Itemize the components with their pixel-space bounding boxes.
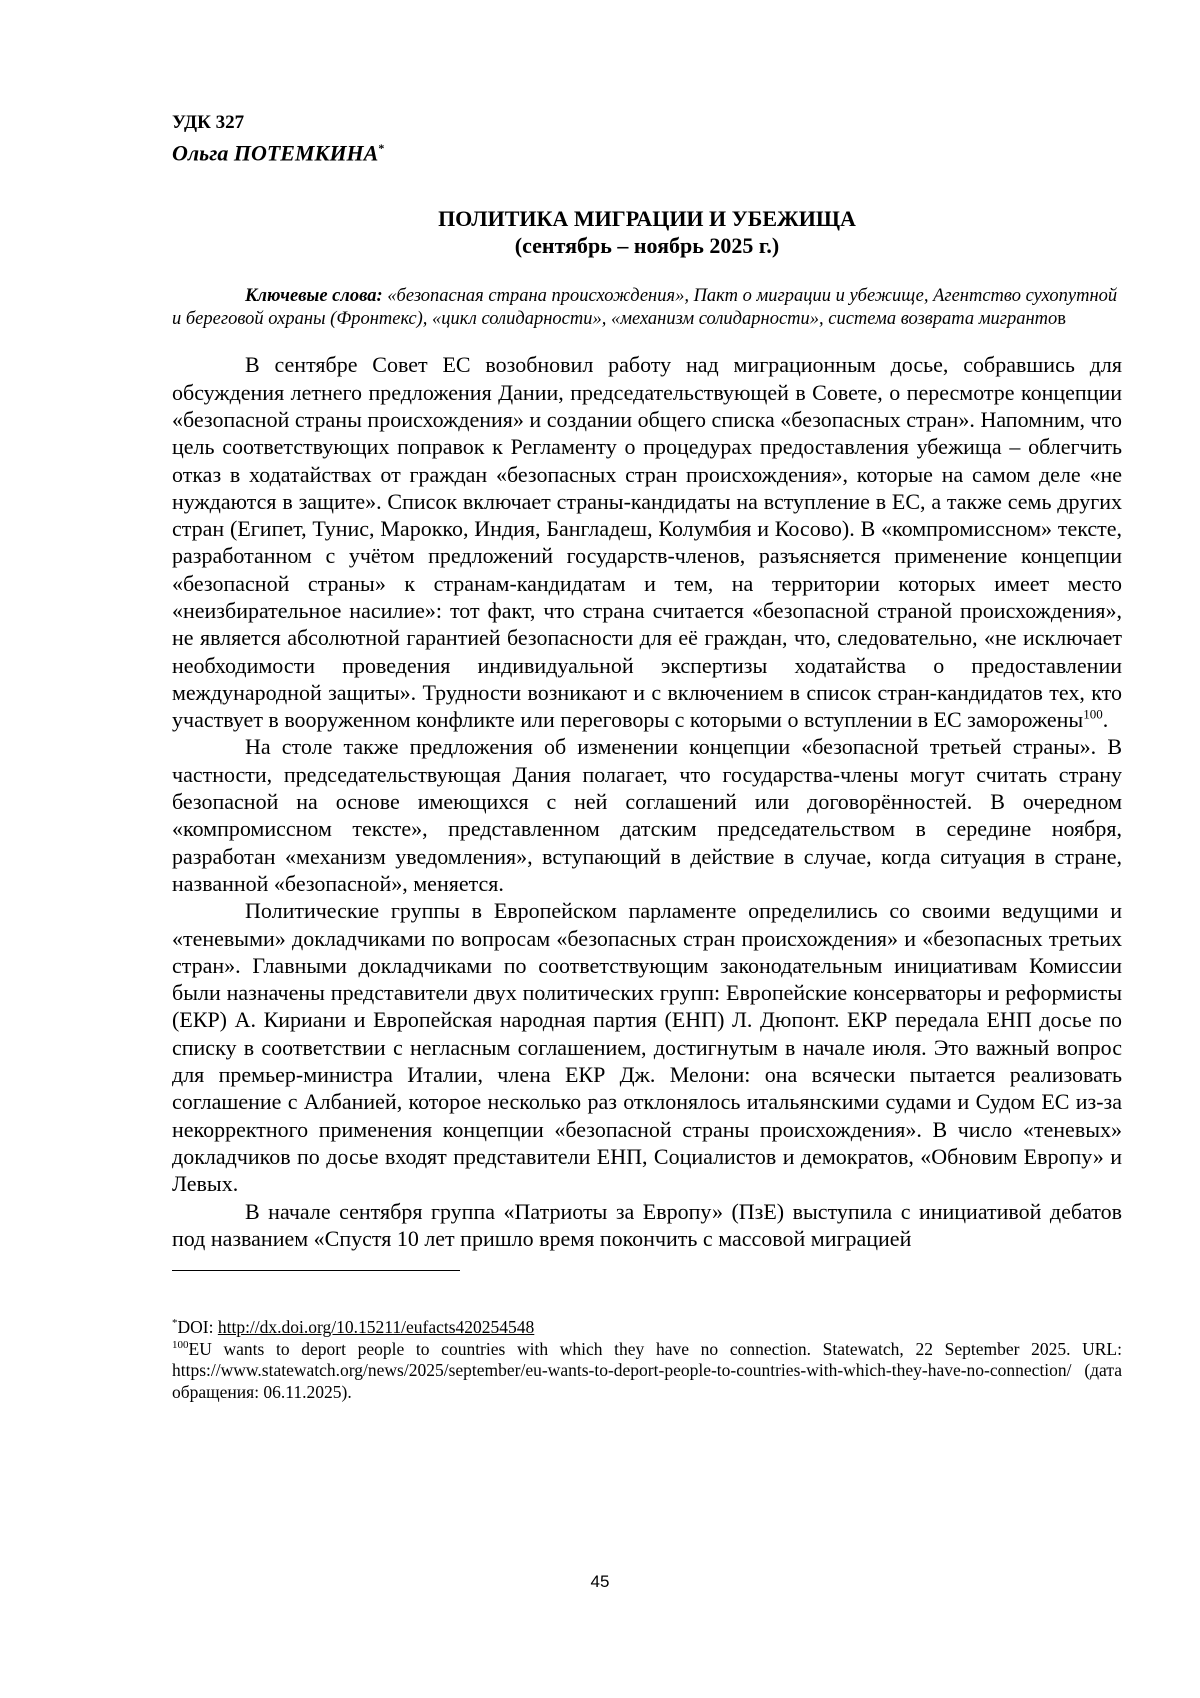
keywords <box>172 285 1122 331</box>
footnote-100-text: EU wants to deport people to countries with which they have no connection. Statewatch, 22 September 2025. URL: https://www.statewatch.org/news/2025/september/eu-wants-to-deport-people-to-countries-with-which-they-have-no-connection/ (дата обращения: 06.11.2025). <box>172 1338 1122 1402</box>
article-title: ПОЛИТИКА МИГРАЦИИ И УБЕЖИЩА <box>438 206 856 232</box>
doi-link[interactable]: http://dx.doi.org/10.15211/eufacts420254548 <box>217 1317 535 1338</box>
page-number: 45 <box>590 1572 610 1591</box>
footnote-divider <box>172 1270 460 1271</box>
paragraph-1 <box>172 351 1122 733</box>
article-subtitle: (сентябрь – ноябрь 2025 г.) <box>514 233 780 259</box>
paragraph-4: В начале сентября группа «Патриоты за Европу» (ПзЕ) выступила с инициативой дебатов под названием «Спустя 10 лет пришло время покончить с массовой миграцией <box>172 1198 1122 1251</box>
footnote-ref-100: 100 <box>1083 706 1103 722</box>
footnotes <box>172 1317 1122 1403</box>
footnote-doi <box>172 1317 1122 1339</box>
footnote-100-mark: 100 <box>172 1338 189 1351</box>
author-name-text: Ольга ПОТЕМКИНА <box>172 140 379 166</box>
keywords-text: «безопасная страна происхождения», Пакт о миграции и убежище, Агентство сухопутной и береговой охраны (Фронтекс), «цикл солидарности», «механизм солидарности», система возврата мигранто <box>172 286 1118 330</box>
paragraph-2: На столе также предложения об изменении концепции «безопасной третьей страны». В частности, председательствующая Дания полагает, что государства-члены могут считать страну безопасной на основе имеющихся с ней соглашений или договорённостей. В очередном «компромиссном тексте», представленном датским председательством в середине ноября, разработан «механизм уведомления», вступающий в действие в случае, когда ситуация в стране, названной «безопасной», меняется. <box>172 734 1122 896</box>
keywords-tail: в <box>1057 309 1067 330</box>
paragraph-3: Политические группы в Европейском парламенте определились со своими ведущими и «теневыми» докладчиками по вопросам «безопасных стран происхождения» и «безопасных третьих стран». Главными докладчиками по соответствующим законодательным инициативам Комиссии были назначены представители двух политических групп: Европейские консерваторы и реформисты (ЕКР) А. Кириани и Европейская народная партия (ЕНП) Л. Дюпонт. ЕКР передала ЕНП досье по списку в соответствии с негласным соглашением, достигнутым в начале июля. Это важный вопрос для премьер-министра Италии, члена ЕКР Дж. Мелони: она всячески пытается реализовать соглашение с Албанией, которое несколько раз отклонялось итальянскими судами и Судом ЕС из-за некорректного применения концепции «безопасной страны происхождения». В число «теневых» докладчиков по досье входят представители ЕНП, Социалистов и демократов, «Обновим Европу» и Левых. <box>172 898 1122 1197</box>
paragraph-1-text: В сентябре Совет ЕС возобновил работу над миграционным досье, собравшись для обсуждения летнего предложения Дании, председательствующей в Совете, о пересмотре концепции «безопасной страны происхождения» и создании общего списка «безопасных стран». Напомним, что цель соответствующих поправок к Регламенту о процедурах предоставления убежища – облегчить отказ в ходатайствах от граждан «безопасных стран происхождения», которые на самом деле «не нуждаются в защите». Список включает страны-кандидаты на вступление в ЕС, а также семь других стран (Египет, Тунис, Марокко, Индия, Бангладеш, Колумбия и Косово). В «компромиссном» тексте, разработанном с учётом предложений государств-членов, разъясняется применение концепции «безопасной страны» к странам-кандидатам и тем, на территории которых имеет место «неизбирательное насилие»: тот факт, что страна считается «безопасной страной происхождения», не является абсолютной гарантией безопасности для её граждан, что, следовательно, «не исключает необходимости проведения индивидуальной экспертизы ходатайства о предоставлении международной защиты». Трудности возникают и с включением в список стран-кандидатов тех, кто участвует в вооруженном конфликте или переговоры с которыми о вступлении в ЕС заморожены <box>172 352 1122 733</box>
udk-code: УДК 327 <box>172 112 245 133</box>
footnote-doi-label: DOI: <box>177 1317 218 1338</box>
keywords-label: Ключевые слова: <box>245 286 383 307</box>
author-footnote-mark: * <box>378 141 385 155</box>
footnote-100 <box>172 1339 1122 1404</box>
paragraph-1-end: . <box>1102 707 1109 733</box>
footnote-doi-mark: * <box>172 1317 178 1330</box>
author-name <box>172 134 1122 167</box>
page-content <box>172 112 1122 1403</box>
